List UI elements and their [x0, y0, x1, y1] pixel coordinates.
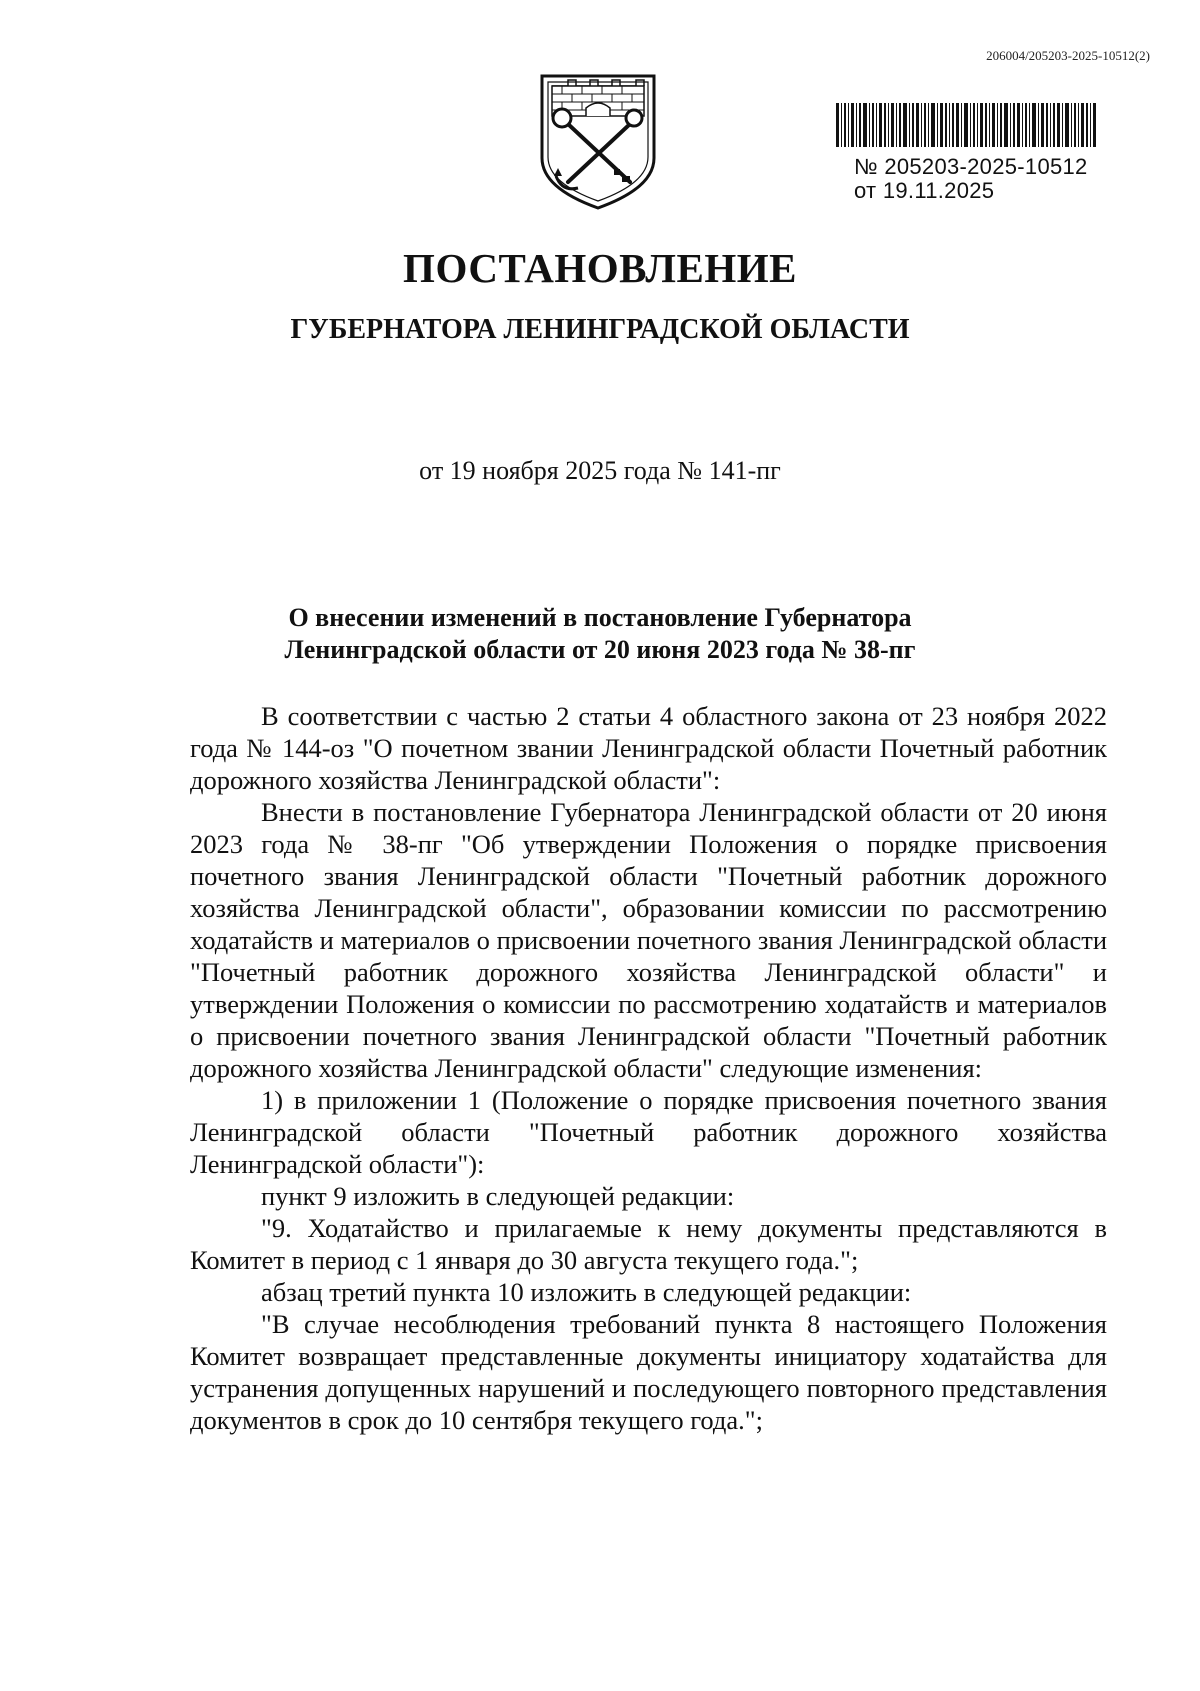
document-heading: [0, 602, 1200, 666]
document-body: [190, 700, 1107, 1436]
body-paragraph-point-10-text: "В случае несоблюдения требований пункта 8 настоящего Положения Комитет возвращает представленные документы инициатору ходатайства для устранения допущенных нарушений и последующего повторного представления документов в срок до 10 сентября текущего года.";: [190, 1309, 1107, 1435]
body-paragraph-item-1: 1) в приложении 1 (Положение о порядке присвоения почетного звания Ленинградской области "Почетный работник дорожного хозяйства Ленинградской области"):: [190, 1085, 1107, 1179]
body-paragraph-decree: Внести в постановление Губернатора Ленинградской области от 20 июня 2023 года № 38-пг "Об утверждении Положения о порядке присвоения почетного звания Ленинградской области "Почетный работник дорожного хозяйства Ленинградской области", образовании комиссии по рассмотрению ходатайств и материалов о присвоении почетного звания Ленинградской области "Почетный работник дорожного хозяйства Ленинградской области" и утверждении Положения о комиссии по рассмотрению ходатайств и материалов о присвоении почетного звания Ленинградской области "Почетный работник дорожного хозяйства Ленинградской области" следующие изменения:: [190, 797, 1107, 1083]
document-heading-line-1: О внесении изменений в постановление Губернатора: [288, 603, 912, 632]
leningrad-oblast-coat-of-arms-icon: [538, 72, 658, 212]
registry-top-code: 206004/205203-2025-10512(2): [986, 48, 1150, 63]
barcode-icon: [836, 103, 1098, 147]
document-title: ПОСТАНОВЛЕНИЕ: [403, 245, 797, 291]
document-date-number: от 19 ноября 2025 года № 141-пг: [419, 456, 781, 485]
registry-number: № 205203-2025-10512: [854, 154, 1088, 179]
body-paragraph-point-9-text: "9. Ходатайство и прилагаемые к нему документы представляются в Комитет в период с 1 января до 30 августа текущего года.";: [190, 1213, 1107, 1275]
body-paragraph-preamble: В соответствии с частью 2 статьи 4 областного закона от 23 ноября 2022 года № 144-оз "О почетном звании Ленинградской области Почетный работник дорожного хозяйства Ленинградской области":: [190, 701, 1107, 795]
document-authority: ГУБЕРНАТОРА ЛЕНИНГРАДСКОЙ ОБЛАСТИ: [290, 314, 910, 345]
body-paragraph-point-10-intro: абзац третий пункта 10 изложить в следующей редакции:: [261, 1277, 912, 1307]
document-heading-line-2: Ленинградской области от 20 июня 2023 года № 38-пг: [284, 635, 916, 664]
registry-date: от 19.11.2025: [854, 178, 995, 203]
body-paragraph-point-9-intro: пункт 9 изложить в следующей редакции:: [261, 1181, 735, 1211]
